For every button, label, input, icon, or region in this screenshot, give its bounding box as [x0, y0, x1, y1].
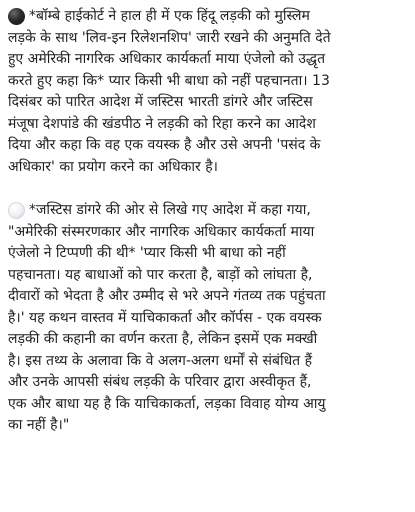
text-line: हुए अमेरिकी नागरिक अधिकार कार्यकर्ता माया एंजेलो को उद्धृत — [8, 51, 326, 67]
text-line: लड़के के साथ 'लिव-इन रिलेशनशिप' जारी रखने की अनुमति देते — [8, 29, 331, 46]
text-line: करते हुए कहा कि* प्यार किसी भी बाधा को नहीं पहचानता। 13 — [8, 72, 330, 89]
text-line: दीवारों को भेदता है और उम्मीद से भरे अपने गंतव्य तक पहुंचता — [8, 288, 326, 304]
text-line: एक और बाधा यह है कि याचिकाकर्ता, लड़का विवाह योग्य आयु — [8, 395, 326, 412]
text-line: दिया और कहा कि वह एक वयस्क है और उसे अपनी 'पसंद के — [8, 137, 321, 153]
text-line: "अमेरिकी संस्मरणकार और नागरिक अधिकार कार्यकर्ता माया — [8, 223, 315, 240]
paragraph-1-text — [29, 6, 310, 28]
text-line: पहचानता। यह बाधाओं को पार करता है, बाड़ों को लांघता है, — [8, 266, 313, 283]
text-line: है।' यह कथन वास्तव में याचिकाकर्ता और कॉर्पस - एक वयस्क — [8, 309, 322, 326]
text-line: है। इस तथ्य के अलावा कि वे अलग-अलग धर्मों से संबंधित हैं — [8, 352, 313, 369]
text-line: *बॉम्बे हाईकोर्ट ने हाल ही में एक हिंदू लड़की को मुस्लिम — [29, 8, 310, 24]
text-line: और उनके आपसी संबंध लड़की के परिवार द्वारा अस्वीकृत हैं, — [8, 374, 312, 390]
white-circle-icon — [8, 202, 25, 219]
text-line: का नहीं है।" — [8, 417, 70, 433]
black-circle-icon — [8, 8, 25, 25]
paragraph-1 — [8, 6, 407, 28]
paragraph-1-continuation — [8, 28, 407, 179]
text-line: *जस्टिस डांगरे की ओर से लिखे गए आदेश में कहा गया, — [29, 202, 311, 218]
paragraph-2-continuation — [8, 222, 407, 437]
paragraph-2 — [8, 200, 407, 222]
paragraph-2-text — [29, 200, 311, 222]
text-line: अधिकार' का प्रयोग करने का अधिकार है। — [8, 158, 218, 175]
text-line: मंजूषा देशपांडे की खंडपीठ ने लड़की को रिहा करने का आदेश — [8, 115, 316, 132]
text-line: लड़की की कहानी का वर्णन करता है, लेकिन इसमें एक मक्खी — [8, 331, 318, 347]
text-line: एंजेलो ने टिप्पणी की थी* 'प्यार किसी भी बाधा को नहीं — [8, 245, 286, 261]
text-line: दिसंबर को पारित आदेश में जस्टिस भारती डांगरे और जस्टिस — [8, 94, 313, 110]
